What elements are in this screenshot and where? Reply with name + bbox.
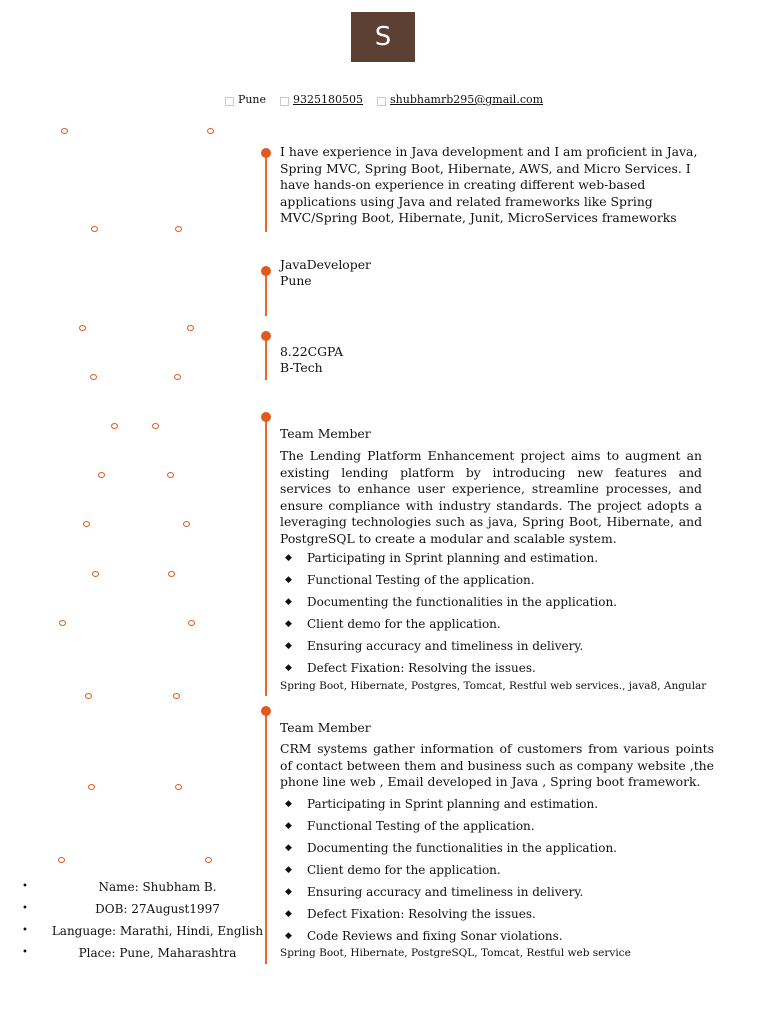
education-score: 8.22CGPA	[280, 344, 344, 359]
decor-dot-icon	[61, 128, 68, 134]
list-item: ◆ Defect Fixation: Resolving the issues.	[285, 907, 536, 921]
list-item: ◆ Ensuring accuracy and timeliness in delivery.	[285, 885, 584, 899]
contact-location	[225, 93, 266, 106]
diamond-bullet-icon: ◆	[285, 865, 292, 875]
email-link[interactable]: shubhamrb295@gmail.com	[390, 93, 544, 106]
timeline-line-summary	[265, 152, 267, 232]
timeline-node	[261, 412, 271, 422]
decor-dot-icon	[205, 857, 212, 863]
project-tech-stack: Spring Boot, Hibernate, Postgres, Tomcat, Restful web services., java8, Angular	[280, 680, 707, 692]
decor-dot-icon	[152, 423, 159, 429]
list-item: ◆ Code Reviews and fixing Sonar violations.	[285, 929, 563, 943]
diamond-bullet-icon: ◆	[285, 887, 292, 897]
diamond-bullet-icon: ◆	[285, 931, 292, 941]
project-description: CRM systems gather information of customers from various points of contact between them and business such as company website ,the phone line web , Email developed in Java , Spring boot framework.	[280, 741, 714, 789]
project-role: Team Member	[280, 426, 371, 441]
timeline-node	[261, 331, 271, 341]
list-item: ◆ Defect Fixation: Resolving the issues.	[285, 661, 536, 675]
avatar: S	[351, 12, 415, 62]
project-description: The Lending Platform Enhancement project aims to augment an existing lending platform by introducing new features and services to enhance user experience, streamline processes, and ensure compliance with industry standards. The project adopts a leveraging technologies such as java, Spring Boot, Hibernate, and PostgreSQL to create a modular and scalable system.	[280, 448, 702, 546]
diamond-bullet-icon: ◆	[285, 821, 292, 831]
decor-dot-icon	[168, 571, 175, 577]
list-item: ◆ Functional Testing of the application.	[285, 573, 535, 587]
location-icon	[225, 97, 234, 106]
timeline-node	[261, 706, 271, 716]
decor-dot-icon	[88, 784, 95, 790]
dot-bullet-icon: •	[22, 903, 28, 914]
decor-dot-icon	[83, 521, 90, 527]
decor-dot-icon	[174, 374, 181, 380]
diamond-bullet-icon: ◆	[285, 909, 292, 919]
diamond-bullet-icon: ◆	[285, 575, 292, 585]
decor-dot-icon	[188, 620, 195, 626]
email-icon	[377, 97, 386, 106]
experience-location: Pune	[280, 273, 312, 288]
decor-dot-icon	[111, 423, 118, 429]
project-bullet-list	[280, 796, 617, 950]
project-bullet-list	[280, 550, 617, 682]
decor-dot-icon	[183, 521, 190, 527]
decor-dot-icon	[98, 472, 105, 478]
decor-dot-icon	[92, 571, 99, 577]
diamond-bullet-icon: ◆	[285, 799, 292, 809]
timeline-node	[261, 266, 271, 276]
decor-dot-icon	[91, 226, 98, 232]
decor-dot-icon	[90, 374, 97, 380]
decor-dot-icon	[187, 325, 194, 331]
diamond-bullet-icon: ◆	[285, 843, 292, 853]
personal-place: • Place: Pune, Maharashtra	[22, 946, 237, 960]
list-item: ◆ Participating in Sprint planning and estimation.	[285, 797, 599, 811]
dot-bullet-icon: •	[22, 925, 28, 936]
personal-language: • Language: Marathi, Hindi, English	[22, 924, 264, 938]
decor-dot-icon	[207, 128, 214, 134]
personal-dob: • DOB: 27August1997	[22, 902, 220, 916]
list-item: ◆ Functional Testing of the application.	[285, 819, 535, 833]
decor-dot-icon	[58, 857, 65, 863]
diamond-bullet-icon: ◆	[285, 597, 292, 607]
timeline-line-project-1	[265, 416, 267, 696]
dot-bullet-icon: •	[22, 947, 28, 958]
decor-dot-icon	[175, 784, 182, 790]
experience-title: JavaDeveloper	[280, 257, 371, 272]
contact-email[interactable]	[377, 93, 543, 106]
diamond-bullet-icon: ◆	[285, 663, 292, 673]
dot-bullet-icon: •	[22, 881, 28, 892]
list-item: ◆ Documenting the functionalities in the application.	[285, 595, 617, 609]
list-item: ◆ Participating in Sprint planning and estimation.	[285, 551, 599, 565]
timeline-line-experience	[265, 270, 267, 316]
project-role: Team Member	[280, 720, 371, 735]
education-degree: B-Tech	[280, 360, 323, 375]
phone-icon	[280, 97, 289, 106]
decor-dot-icon	[79, 325, 86, 331]
timeline-node	[261, 148, 271, 158]
list-item: ◆ Client demo for the application.	[285, 863, 501, 877]
location-text: Pune	[237, 93, 267, 106]
decor-dot-icon	[175, 226, 182, 232]
personal-name: • Name: Shubham B.	[22, 880, 217, 894]
decor-dot-icon	[167, 472, 174, 478]
diamond-bullet-icon: ◆	[285, 553, 292, 563]
project-tech-stack: Spring Boot, Hibernate, PostgreSQL, Tomcat, Restful web service	[280, 947, 631, 959]
decor-dot-icon	[59, 620, 66, 626]
list-item: ◆ Ensuring accuracy and timeliness in delivery.	[285, 639, 584, 653]
diamond-bullet-icon: ◆	[285, 641, 292, 651]
contact-phone[interactable]	[280, 93, 363, 106]
decor-dot-icon	[173, 693, 180, 699]
contact-bar	[0, 93, 768, 106]
list-item: ◆ Client demo for the application.	[285, 617, 501, 631]
diamond-bullet-icon: ◆	[285, 619, 292, 629]
list-item: ◆ Documenting the functionalities in the application.	[285, 841, 617, 855]
decor-dot-icon	[85, 693, 92, 699]
phone-link[interactable]: 9325180505	[293, 93, 364, 106]
personal-details	[20, 879, 275, 967]
summary-text: I have experience in Java development and I am proficient in Java, Spring MVC, Spring Boot, Hibernate, AWS, and Micro Services. I have hands-on experience in creating different web-based applications using Java and related frameworks like Spring MVC/Spring Boot, Hibernate, Junit, MicroServices frameworks	[280, 144, 698, 225]
